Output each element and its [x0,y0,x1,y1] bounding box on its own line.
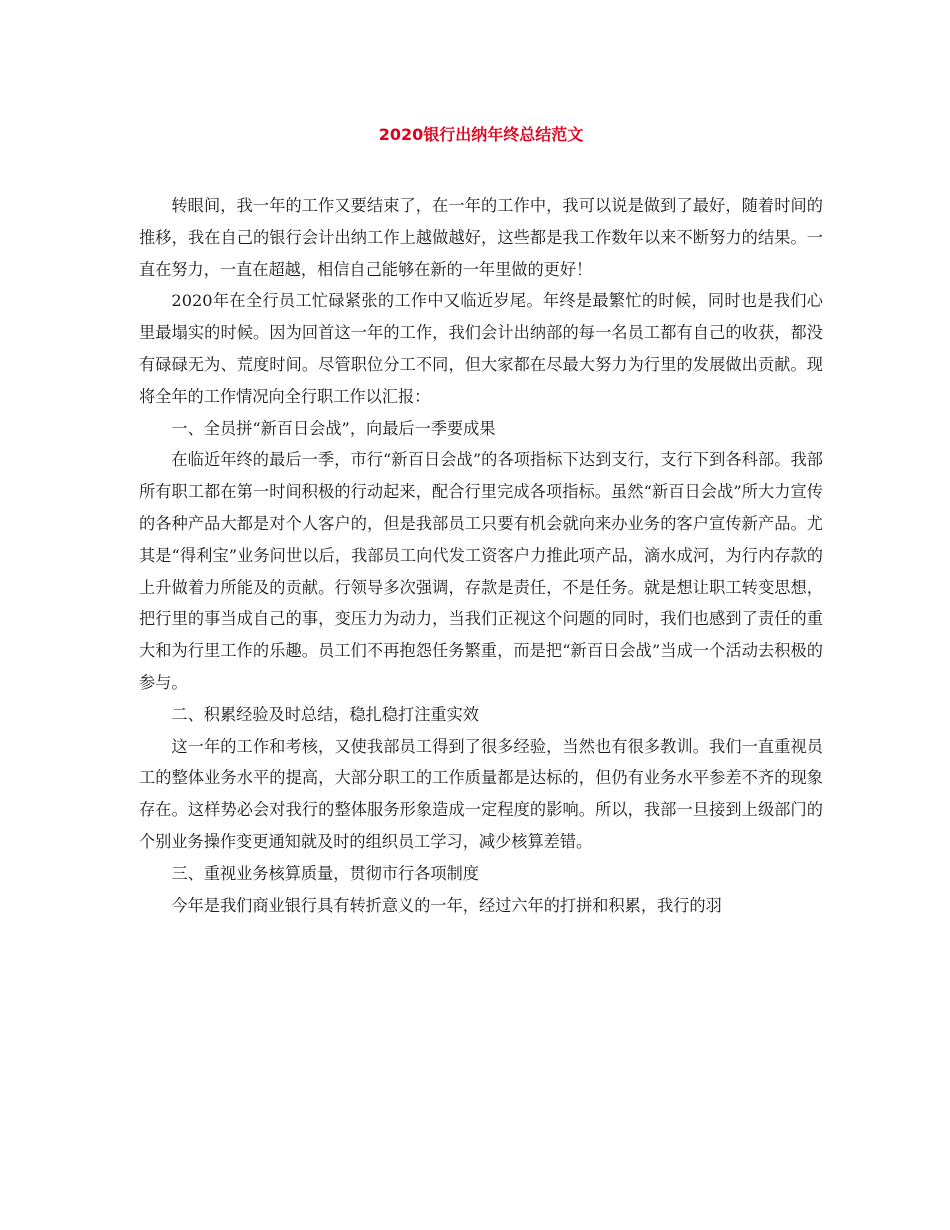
section-heading-2: 二、积累经验及时总结，稳扎稳打注重实效 [171,704,479,724]
paragraph-section-1: 在临近年终的最后一季，市行“新百日会战”的各项指标下达到支行，支行下到各科部。我部所有职工都在第一时间积极的行动起来，配合行里完成各项指标。虽然“新百日会战”所大力宣传的各种产品大都是对个人客户的，但是我部员工只要有机会就向来办业务的客户宣传新产品。尤其是“得利宝”业务问世以后，我部员工向代发工资客户力推此项产品，滴水成河，为行内存款的上升做着力所能及的贡献。行领导多次强调，存款是责任，不是任务。就是想让职工转变思想，把行里的事当成自己的事，变压力为动力，当我们正视这个问题的同时，我们也感到了责任的重大和为行里工作的乐趣。员工们不再抱怨任务繁重，而是把“新百日会战”当成一个活动去积极的参与。 [139,450,823,692]
document-page [139,0,823,921]
paragraph-section-2: 这一年的工作和考核，又使我部员工得到了很多经验，当然也有很多教训。我们一直重视员工的整体业务水平的提高，大部分职工的工作质量都是达标的，但仍有业务水平参差不齐的现象存在。这样势必会对我行的整体服务形象造成一定程度的影响。所以，我部一旦接到上级部门的个别业务操作变更通知就及时的组织员工学习，减少核算差错。 [139,736,823,851]
paragraph-overview: 2020年在全行员工忙碌紧张的工作中又临近岁尾。年终是最繁忙的时候，同时也是我们心里最塌实的时候。因为回首这一年的工作，我们会计出纳部的每一名员工都有自己的收获，都没有碌碌无为、荒度时间。尽管职位分工不同，但大家都在尽最大努力为行里的发展做出贡献。现将全年的工作情况向全行职工作以汇报： [139,291,823,406]
document-title: 2020银行出纳年终总结范文 [378,125,584,144]
paragraph-intro: 转眼间，我一年的工作又要结束了，在一年的工作中，我可以说是做到了最好，随着时间的推移，我在自己的银行会计出纳工作上越做越好，这些都是我工作数年以来不断努力的结果。一直在努力，一直在超越，相信自己能够在新的一年里做的更好！ [139,196,823,279]
document-body [139,190,823,921]
section-heading-1: 一、全员拼“新百日会战”，向最后一季要成果 [171,418,496,438]
paragraph-section-3: 今年是我们商业银行具有转折意义的一年，经过六年的打拼和积累，我行的羽 [171,895,722,915]
section-heading-3: 三、重视业务核算质量，贯彻市行各项制度 [171,863,479,883]
